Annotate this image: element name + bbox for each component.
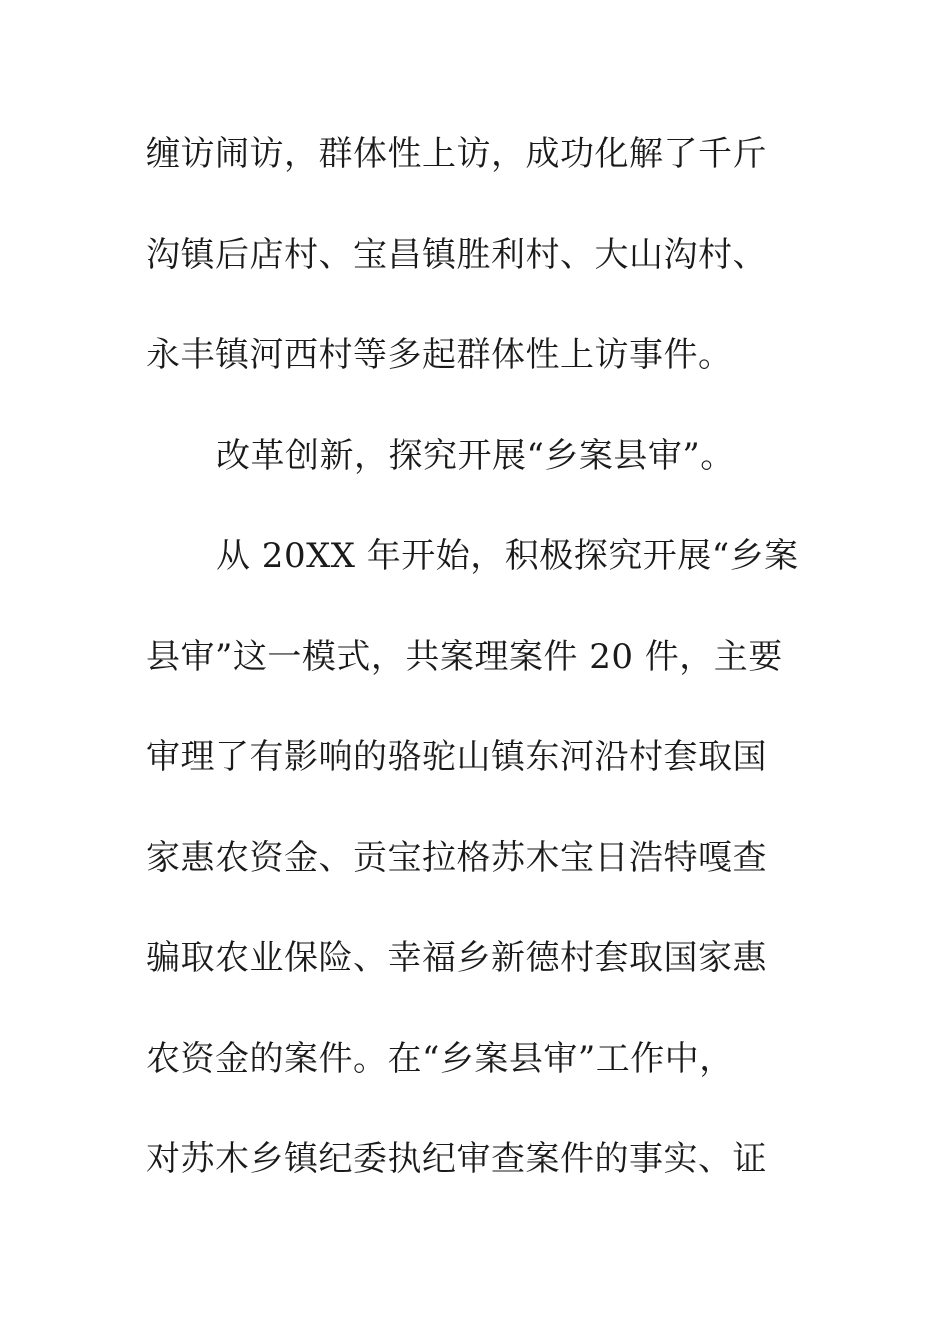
body-text — [146, 126, 806, 1232]
text-line-2: 沟镇后店村、宝昌镇胜利村、大山沟村、 — [146, 234, 767, 275]
text-line-6: 县审”这一模式，共案理案件 20 件，主要 — [146, 636, 783, 677]
text-line-9: 骗取农业保险、幸福乡新德村套取国家惠 — [146, 938, 767, 978]
text-line-11: 对苏木乡镇纪委执纪审查案件的事实、证 — [146, 1139, 767, 1179]
text-line-5: 从 20XX 年开始，积极探究开展“乡案 — [216, 536, 799, 576]
text-line-10: 农资金的案件。在“乡案县审”工作中， — [146, 1038, 734, 1079]
text-line-8: 家惠农资金、贡宝拉格苏木宝日浩特嘎查 — [146, 837, 767, 878]
text-line-3: 永丰镇河西村等多起群体性上访事件。 — [146, 335, 733, 375]
section-heading: 改革创新，探究开展“乡案县审”。 — [216, 435, 735, 476]
text-line-7: 审理了有影响的骆驼山镇东河沿村套取国 — [146, 737, 767, 777]
text-line-1: 缠访闹访，群体性上访，成功化解了千斤 — [146, 134, 767, 174]
